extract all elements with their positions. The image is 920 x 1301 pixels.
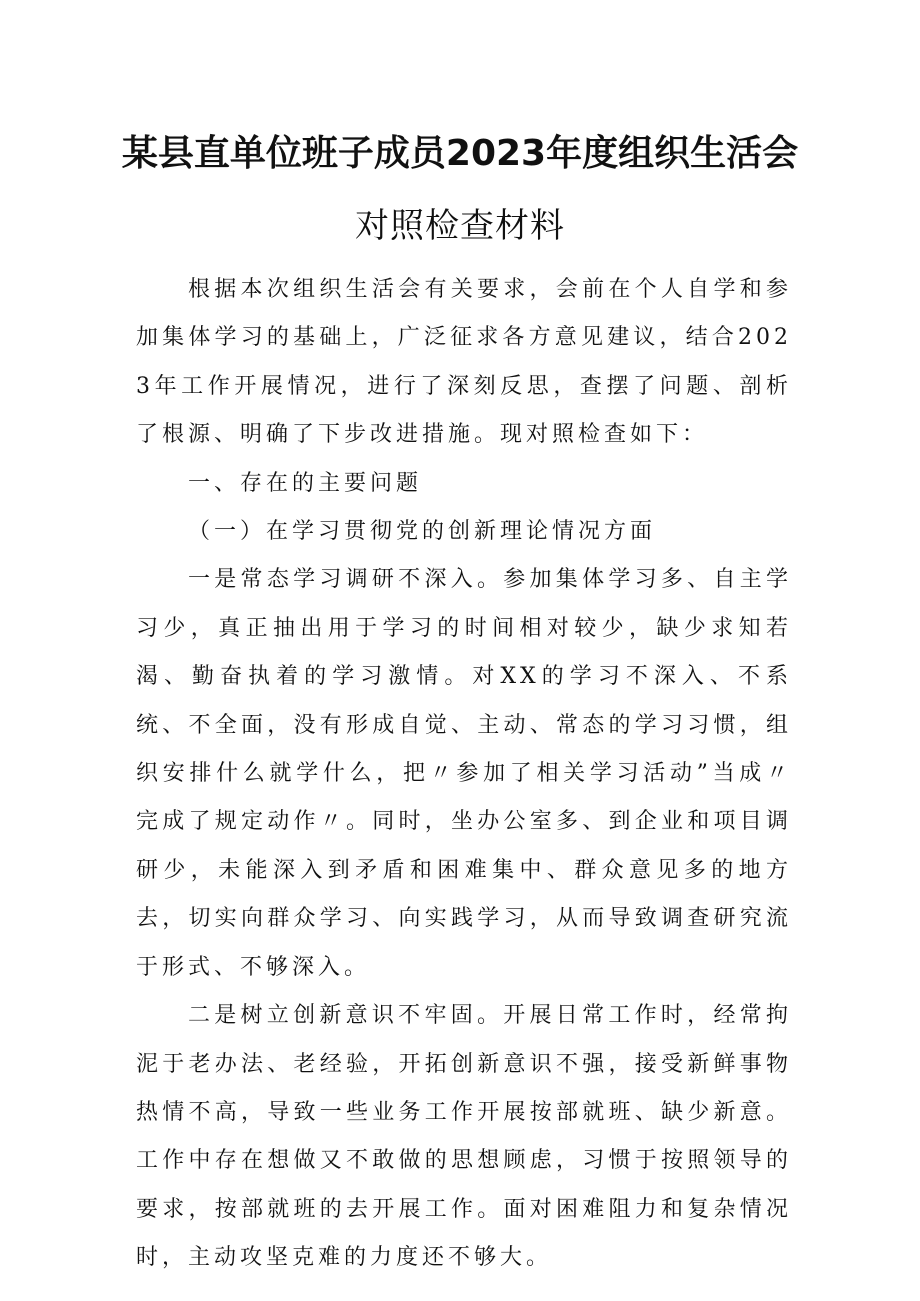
document-title-line-1: 某县直单位班子成员2023年度组织生活会 xyxy=(121,133,799,174)
paragraph-issue-1: 一是常态学习调研不深入。参加集体学习多、自主学习少，真正抽出用于学习的时间相对较少，缺少求知若渴、勤奋执着的学习激情。对XX的学习不深入、不系统、不全面，没有形成自觉、主动、常态的学习习惯，组织安排什么就学什么，把〃参加了相关学习活动”当成〃完成了规定动作〃。同时，坐办公室多、到企业和项目调研少，未能深入到矛盾和困难集中、群众意见多的地方去，切实向群众学习、向实践学习，从而导致调查研究流于形式、不够深入。 xyxy=(136,567,792,980)
document-body xyxy=(136,266,792,1283)
subsection-heading: （一）在学习贯彻党的创新理论情况方面 xyxy=(188,519,657,545)
document-title-line-2: 对照检查材料 xyxy=(355,206,565,246)
paragraph-intro: 根据本次组织生活会有关要求，会前在个人自学和参加集体学习的基础上，广泛征求各方意见建议，结合2023年工作开展情况，进行了深刻反思，查摆了问题、剖析了根源、明确了下步改进措施。现对照检查如下： xyxy=(136,277,792,448)
section-heading: 一、存在的主要问题 xyxy=(188,470,423,496)
paragraph-issue-2: 二是树立创新意识不牢固。开展日常工作时，经常拘泥于老办法、老经验，开拓创新意识不强，接受新鲜事物热情不高，导致一些业务工作开展按部就班、缺少新意。工作中存在想做又不敢做的思想顾虑，习惯于按照领导的要求，按部就班的去开展工作。面对困难阻力和复杂情况时，主动攻坚克难的力度还不够大。 xyxy=(136,1003,792,1271)
